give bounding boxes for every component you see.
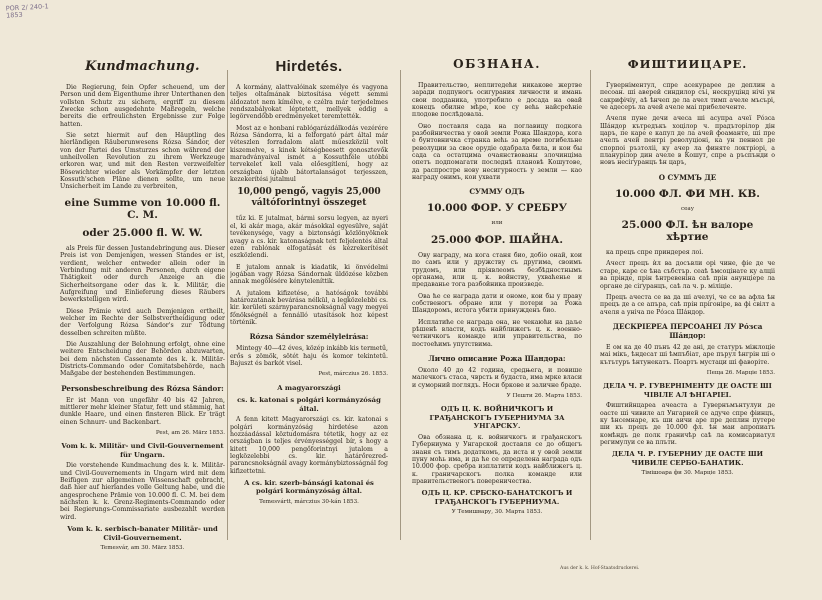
german-paragraph: Sie setzt hiermit auf den Häuptling des hierländigen Räuberunwesens Rózsa Sándor, der von der Partei des Umsturzes schon während der unheilvollen Revolution zu ihrem Werkzeuge erkoren war, und mit den Resten verzweifelter Bösewichter wieder als Vorkämpfer der letzten Kossuth'schen Pläne dienen sollte, um neue Unsicherheit im Lande zu verbreiten, [60, 132, 225, 191]
romanian-paragraph: ка прецъ спре приндерея лоі. [606, 249, 704, 257]
hungarian-paragraph: A jutalom kifizetése, a hatóságok további határozatának bevárása nélkül, a legközelebbi cs. kir. kerületi szárnyparancsnokságnál vagy megyei főnökségnél a fennálló utasítások hoz képest történik. [230, 289, 388, 326]
romanian-reward-sum: 10.000 ФЛ. ФИ МН. КВ. [615, 187, 760, 200]
serbian-description-heading: Лично описание Рожа Шандора: [428, 353, 566, 363]
romanian-heading: ФИШТИИЦАРЕ. [627, 57, 748, 71]
romanian-reward-alt: 25.000 ФЛ. ѣн валоре хѣртие [621, 219, 754, 244]
romanian-paragraph: Фиштийнцареа ачеаста а Гувернъмънтулуи де оасте ші чивиле ал Унгарией се адуче спре фiинцъ, ку ѣнсемнаре, къ ши аичи аре пре деплин путере ши къ прецъ де 10.000 фл. ѣн маи апропиатъ комѣндъ де полк граничѣр саѣ ла комисариатул регимулуи се ва плъти. [600, 402, 775, 446]
german-reward-alt: oder 25.000 fl. W. W. [82, 226, 203, 239]
german-date-2: Temesvár, am 30. März 1853. [100, 545, 185, 552]
serbian-date-1: У Пешти 26. Марта 1853. [506, 392, 582, 399]
romanian-column [600, 30, 775, 585]
hungarian-column [230, 30, 388, 585]
german-heading: Kundmachung. [85, 59, 200, 74]
serbian-heading: ОБЗНАНА. [453, 57, 541, 71]
german-description: Er ist Mann von ungefähr 40 bis 42 Jahren, mittlerer mehr kleiner Statur, fett und stämmig, hat dunkle Haare, und einen finsteren Blick. Er trägt einen Schnurr- und Backenbart. [60, 396, 225, 426]
german-column [60, 30, 225, 585]
serbian-column [412, 30, 582, 585]
romanian-paragraph: Прецъ ачеста се ва да ші ачелуі, че се ва афла ѣн прецъ де а се апъра, саѣ прін прігоніре, ва фі свілт а ачеля а уніча пе Рóзса Шáндор. [600, 293, 775, 316]
german-reward-sum: eine Summe von 10.000 fl. C. M. [64, 196, 221, 221]
serbian-reward-alt: 25.000 ФОР. ШАЙНА. [430, 233, 564, 246]
serbian-description: Около 40 до 42 година, средњега, и повише малечкогъ стаса, чврсть и будаста, има мрке власи и суморний поглядъ. Носи бркове и заличне браде. [412, 366, 582, 389]
column-divider [227, 70, 228, 540]
hungarian-paragraph: A fenn kitett Magyarországi cs. kir. katonai s polgári kormányzóság hirdetése azon hozzáadással köztudomásra tétetik, hogy az ez országban is teljes érvényességgel bír, s hogy a kitett 10,000 pengőforintnyi jutalom a legközelebbi cs. kir. határőrezred-parancsnokságnál avagy kormánybiztosságnál fog kifizettetni. [230, 416, 388, 475]
romanian-description: Е ом ка де 40 пънъ 42 де ані, де статуръ міжлоціе маі мікъ, ѣндесат ші ѣмпъбіат, аре пърул ѣнгрін ші о кътътуръ ѣнтунекатъ. Поартъ мустаци ші фаворіте. [600, 343, 775, 366]
romanian-description-heading: ДЕСКРІЕРЕА ПЕРСОАНЕІ ЛУ Рóзса Шáндор: [612, 321, 763, 340]
german-paragraph: Die vorstehende Kundmachung des k. k. Militär- und Civil-Gouvernements in Ungarn wird mit dem Beifügen zur allgemeinen Wissenschaft gebracht, daß hier auf hierlandes volle Geltung habe, und die angesprochene Prämie von 10.000 fl. C. M. bei dem nächsten k. k. Grenz-Regiments-Commando oder bei Regierungs-Commissariate ausbezahlt werden wird. [60, 462, 225, 521]
hungarian-reward-sum: 10,000 pengő, vagyis 25,000 váltóforintnyi összeget [237, 187, 381, 209]
german-paragraph: Die Regierung, fein Opfer scheuend, um der Person und dem Eigenthume ihrer Unterthanen den vollsten Schutz zu sichern, ergriff zu diesem Zwecke schon ausgedehnte Maßregeln, welche bereits die erfreulichsten Ergebnisse zur Folge hatten. [60, 84, 225, 128]
hungarian-heading: Hirdetés. [275, 58, 343, 75]
hungarian-description: Mintegy 40—42 éves, közép inkább kis termetű, erős s zömök, sötét haju és komor tekintetű. Bajuszt és barkót visel. [230, 345, 388, 367]
romanian-paragraph: Ачест прецъ ѝл ва досъвли орі чине, фie де че старе, каре се ѣна събстър. сеаѣ ѣмсоцінате ку алціі ва прінде, прін ѣнтревенiна саѣ прін анунціере ла органе де сіґуранцъ, саѣ ла ч. р. міліціе. [600, 260, 775, 290]
serbian-reward-or: или [491, 220, 503, 227]
serbian-signature-2: ОДЪ Ц. КР. СРБСКО-БАНАТСКОГЪ И ГРАЂАНСКОГЪ ГУБЕРНИУМА. [421, 489, 573, 506]
column-divider [400, 70, 401, 540]
german-description-heading: Personsbeschreibung des Rózsa Sándor: [61, 383, 224, 393]
romanian-paragraph: Гуверніментул, спре асекурарее де деплин а песоан. ші аверей синдилор съі, нескруцінд нічі ун сакрифічіу, аѣ ѣнчеп де ла ачел тимп ачеле мъсърі, че адесеръ ла ачей ачеле маі прибелеченте. [600, 82, 775, 112]
romanian-date-1: Пеща 26. Марціе 1853. [706, 369, 775, 376]
german-date-1: Pest, am 26. März 1853. [155, 430, 225, 437]
hungarian-description-heading: Rózsa Sándor személyleirása: [249, 332, 369, 342]
german-paragraph: Diese Prämie wird auch Demjenigen ertheilt, welcher im Rechte der Selbstvertheidigung oder der Verfolgung Rózsa Sándor's zur Tödtung desselben schreiten müßte. [60, 307, 225, 337]
serbian-paragraph: Ова обзнана ц. к. войничкогъ и грађанскогъ Губерниума у Унгарской доставля се до общегъ знаня съ тимъ додаткомъ, да иста и у овой земли пуну моћь има, и да ће се определена награда одъ 10.000 фор. сребра изплатити кодъ найближегъ ц. к. граничарскогъ полка команде или правительственогъ повереничества. [412, 433, 582, 485]
hungarian-date-1: Pest, márczius 26. 1853. [318, 371, 388, 378]
german-signature-1: Vom k. k. Militär- und Civil-Gouvernement für Ungarn. [61, 442, 224, 459]
hungarian-signature-2: A cs. kir. szerb-bánsági katonai és polgári kormányzóság által. [244, 478, 374, 496]
german-paragraph: Die Auszahlung der Belohnung erfolgt, ohne eine weitere Entscheidung der Behörden abzuwarten, bei dem nächsten Cassenamte des k. k. Militär-Districts-Commando oder Comitatsbehörde, nach Maßgabe der bestehenden Bestimmungen. [60, 340, 225, 378]
hungarian-paragraph: A kormány, alattvalóinak személye és vagyona teljes oltalmának biztosítása végett semmi áldozatot nem kímélve, e czélra már terjedelmes rendszabályokat léptetett, mellyek eddig a legörvendőbb eredményeket teremtették. [230, 84, 388, 121]
hungarian-signature-1a: A magyarországi [277, 383, 341, 392]
hungarian-paragraph: E jutalom annak is kiadatik, ki önvédelmi jogában vagy Rózsa Sándornak üldözése közben annak megölésére kényteleníttik. [230, 263, 388, 286]
serbian-date-2: У Темишвару, 30. Марта 1853. [451, 509, 543, 516]
serbian-sum-label: СУММУ ОДЪ [469, 187, 525, 197]
printer-imprint: Aus der k. k. Hof-Staatsdruckerei. [560, 566, 640, 571]
hungarian-date-2: Temesvártt, márczius 30-kán 1853. [259, 498, 359, 505]
german-signature-2: Vom k. k. serbisch-banater Militär- und Civil-Gouvernement. [67, 525, 218, 542]
hungarian-paragraph: Most az e honbani rablógarázdálkodás vezérére Rózsa Sándorra, ki a felforgató párt által már véteszlen forradalom alatt mûeszközül volt kiszemelve, s kinek kétségbeesett gonosztevők maradványaival ismét a Kossuthféle utóbbi tervekelet kell vala előesgítlení, hogy az országban újabb bátortalanságot terjesszen, kezekerítési jutalmul [230, 124, 388, 184]
serbian-paragraph: Ова ће се награда дати и ономе, кои бы у праву собственогъ обране или у потери за Рожа Шандоромъ, истога убити принужденъ био. [412, 292, 582, 315]
column-divider [590, 70, 591, 540]
romanian-reward-or: сеау [680, 205, 695, 212]
stamp-line-1: POR 2/ 240-1 [5, 2, 49, 13]
serbian-paragraph: Ову награду, ма кога станя био, добiо онай, кои по самъ или у дружству съ другима, своимъ трудомъ, или пріявлеомъ безбѣдностнымъ органама, или ц. к. войнству, ухваћенье и предаванье тога разбойника произведе. [412, 251, 582, 289]
hungarian-signature-1b: cs. k. katonai s polgári kormányzóság által. [237, 396, 381, 413]
serbian-paragraph: Оно поставля сада на поглавицу подкога разбойничества у овой земли Рожа Шандора, кога е бунтовничка странка већь за време погибельне револуции за свое орудiе одабрала била, и кои бы сада са остатцима очаянствованы злочинцiма опетъ подпомагати последнѣ плановѣ Кошутове, да распростре нову несигурность у земли — као награду онимъ, кои ухвати [412, 122, 582, 182]
archive-stamp [6, 2, 67, 21]
german-paragraph: als Preis für dessen Justandebringung aus. Dieser Preis ist von Demjenigen, wessen Standes er ist, verdient, welcher entweder allein oder in Verbindung mit anderen Personen, durch eigene Thätigkeit oder durch Anzeige an die Sicherheitsorgane oder das k. k. Militär, die Aufgreifung und Einlieferung dieses Räubers bewerkstelligen wird. [60, 244, 225, 304]
serbian-paragraph: Правительство, неплитедећи никакове жертве заради подпуногъ осигурания личности и имань свои подданика, употребило е досада на овай конецъ обилне мѣре, кое су већь найсрећнiе плодове послѣдовала. [412, 82, 582, 119]
romanian-signature-2: ДЕЛА Ч. Р. ГУБЕРНИУ ДЕ ОАСТЕ ШИ ЧИВИЛЕ СЕРБО-БАНАТИК. [611, 450, 764, 467]
romanian-signature-1: ДЕЛА Ч. Р. ГУВЕРНІМЕНТУ ДЕ ОАСТЕ ШІ ЧІВІЛЕ АЛ ѢНГАРІЕІ. [603, 382, 772, 399]
serbian-reward-sum: 10.000 ФОР. У СРЕБРУ [427, 202, 567, 215]
romanian-sum-label: О СУММЪ ДЕ [658, 172, 717, 182]
hungarian-paragraph: tűz ki. E jutalmat, bármi sorsu legyen, az nyeri el, ki akár maga, akár másokkal egyesülve, saját tevékenysége, vagy a biztonsági közlönyöknek avagy a cs. kir. katonaságnak tett feljelentés által ezen rablónak elfogatását és kézrekerítését eszközlendi. [230, 215, 388, 260]
stamp-line-2: 1853 [5, 10, 23, 20]
romanian-date-2: Тімішоара фи 30. Марціе 1853. [641, 470, 734, 477]
serbian-signature-1: ОДЪ Ц. К. ВОЙНИЧКОГЪ И ГРАЂАНСКОГЪ ГУБЕРНИУМА ЗА УНГАРСКУ. [429, 405, 565, 431]
romanian-paragraph: Ачеля пуне дечи ачеса ші асупра ачеї Рóзса Шáндор кътредъкъ хоцілор ч. прадъторілор дін царъ, пе каре е капул де ла ачей фоаманте, ші пре ачелъ ачей пентрі револуціоні, ка ун пеннол де спорпоі ръзтоліі, ку ачер ла финяте локтріорі, а планурілор дин ачеле в Кошут, спре а ръспънди о новъ несіґуранцъ ѣн царъ, [600, 115, 775, 167]
serbian-paragraph: Исплатиће се награда она, не чекаюћи на даље рѣшенѣ власти, кодъ найближегъ ц. к. военно-четничкогъ команде или управительства, по постоећимъ упутствима. [412, 318, 582, 348]
